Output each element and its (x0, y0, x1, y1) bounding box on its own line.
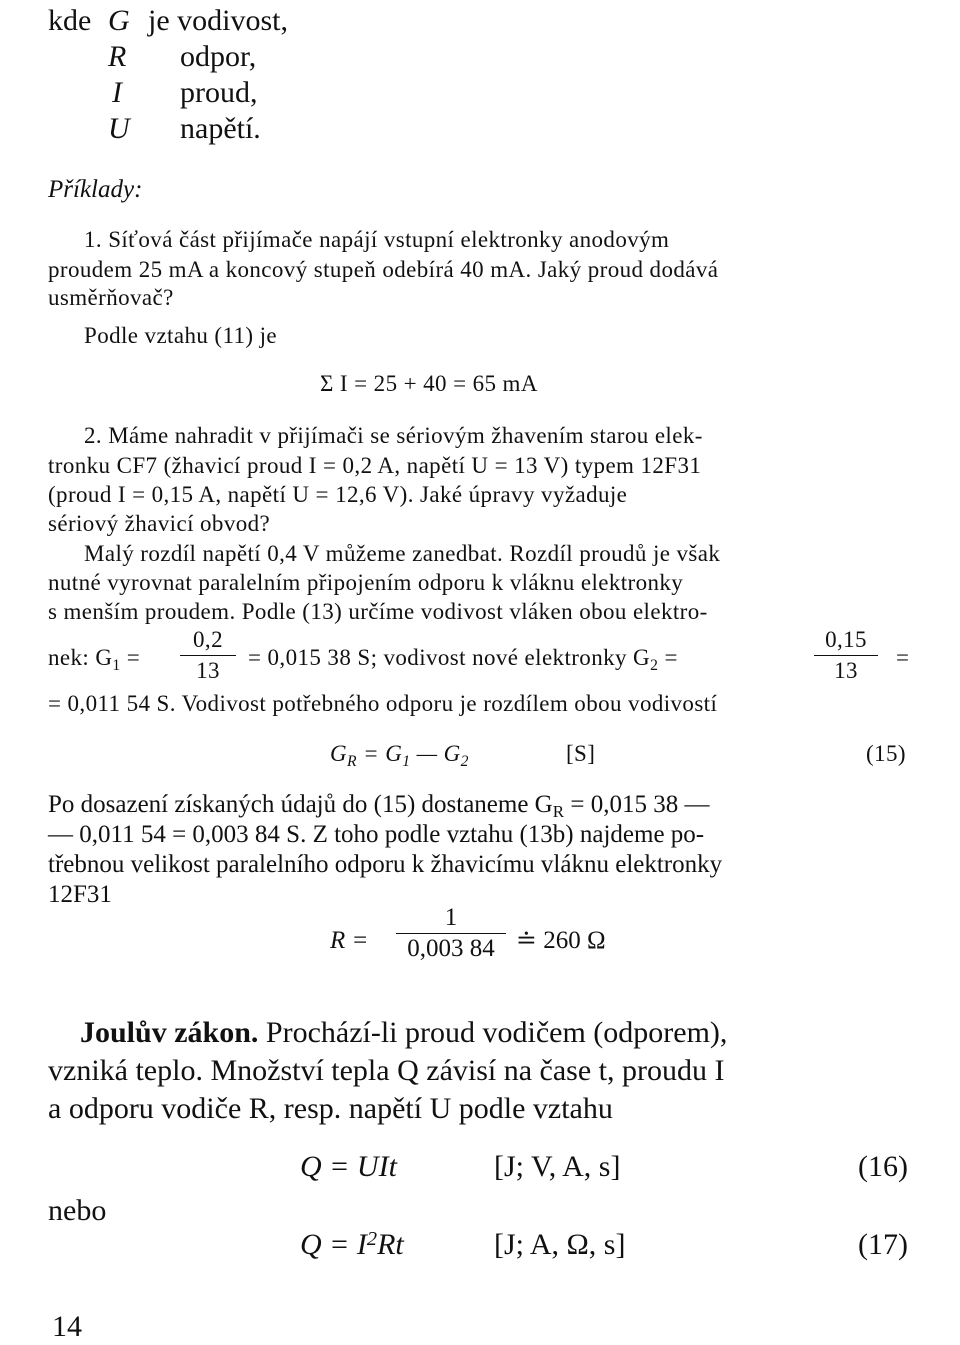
ex2-line1: 2. Máme nahradit v přijímači se sériovým žhavením starou elek- (84, 423, 703, 448)
nek-sub2: 2 (650, 656, 659, 674)
f15-g: G (330, 741, 348, 766)
frac2-numerator: 0,15 (825, 627, 867, 652)
formula-17-units: [J; A, Ω, s] (494, 1228, 626, 1261)
examples-heading: Příklady: (48, 176, 143, 203)
formula-16: Q = UIt (300, 1150, 397, 1183)
formula-15-number: (15) (866, 741, 906, 766)
formula-16-units: [J; V, A, s] (494, 1150, 621, 1183)
def-g-text: je vodivost, (148, 4, 288, 37)
fraction-r (396, 904, 506, 963)
fracr-numerator: 1 (444, 904, 458, 931)
ex2-line5: Malý rozdíl napětí 0,4 V můžeme zanedbat. Rozdíl proudů je však (84, 541, 721, 566)
def-u-symbol: U (108, 112, 130, 145)
ex2-line7: s menším proudem. Podle (13) určíme vodivost vláken obou elektro- (48, 599, 708, 624)
big-line1-end: = 0,015 38 — (564, 791, 710, 818)
nek-end: = (896, 645, 910, 670)
f15-dash: — G (410, 741, 461, 766)
f15-sub-1: 1 (402, 752, 411, 770)
big-line1 (48, 790, 709, 822)
big-line1-sub: R (552, 802, 565, 822)
big-line3: třebnou velikost paralelního odporu k žhavicímu vláknu elektronky (48, 851, 723, 878)
big-line4: 12F31 (48, 881, 112, 908)
def-g-symbol: G (108, 4, 130, 37)
frac2-bar (814, 655, 878, 656)
formula-17-number: (17) (858, 1228, 908, 1261)
def-i-symbol: I (112, 76, 122, 109)
ex1-line2: proudem 25 mA a koncový stupeň odebírá 40 mA. Jaký proud dodává (48, 257, 719, 282)
frac2-denominator: 13 (834, 658, 858, 683)
def-r-text: odpor, (180, 40, 257, 73)
nek-mid: = 0,015 38 S; vodivost nové elektronky G (248, 645, 651, 670)
f17-a: Q = I (300, 1228, 367, 1261)
f15-mid: = G (356, 741, 403, 766)
formula-15 (330, 740, 469, 771)
fraction-g2 (814, 626, 878, 685)
fraction-g1 (180, 626, 236, 685)
def-u-text: napětí. (180, 112, 261, 145)
frac1-numerator: 0,2 (193, 627, 223, 652)
r-lhs: R = (330, 927, 369, 954)
f15-sub-r: R (347, 752, 357, 770)
big-line2: — 0,011 54 = 0,003 84 S. Z toho podle vztahu (13b) najdeme po- (48, 821, 705, 848)
r-rhs: ≐ 260 Ω (516, 927, 606, 954)
fracr-denominator: 0,003 84 (407, 935, 495, 962)
page-number: 14 (52, 1310, 82, 1343)
f17-b: Rt (377, 1228, 404, 1261)
joule-line3: a odporu vodiče R, resp. napětí U podle vztahu (48, 1092, 613, 1125)
fracr-bar (396, 933, 506, 934)
or-word: nebo (48, 1194, 107, 1227)
joule-title: Joulův zákon. (80, 1016, 259, 1049)
nek-prefix: nek: G (48, 645, 113, 670)
nek-eq1: = (126, 645, 141, 670)
frac1-denominator: 13 (196, 658, 220, 683)
ex1-formula: Σ I = 25 + 40 = 65 mA (320, 371, 538, 396)
ex2-line4: sériový žhavicí obvod? (48, 511, 271, 536)
big-line1-text: Po dosazení získaných údajů do (15) dostaneme G (48, 791, 553, 818)
def-prefix: kde (48, 4, 92, 37)
def-i-text: proud, (180, 76, 258, 109)
frac1-bar (180, 655, 236, 656)
joule-line1-rest: Prochází-li proud vodičem (odporem), (258, 1016, 728, 1049)
nek-eq2: = (664, 645, 678, 670)
f17-sup: 2 (366, 1227, 378, 1250)
def-r-symbol: R (108, 40, 127, 73)
joule-line2: vzniká teplo. Množství tepla Q závisí na čase t, proudu I (48, 1054, 725, 1087)
f15-sub-2: 2 (460, 752, 469, 770)
ex1-line3: usměrňovač? (48, 285, 174, 310)
ex2-line2: tronku CF7 (žhavicí proud I = 0,2 A, napětí U = 13 V) typem 12F31 (48, 453, 702, 478)
ex1-line4: Podle vztahu (11) je (84, 323, 278, 348)
joule-line1 (80, 1016, 727, 1050)
ex2-nek-mid (248, 644, 678, 675)
ex2-nek-line (48, 644, 140, 675)
formula-17 (300, 1228, 404, 1265)
ex2-line6: nutné vyrovnat paralelním připojením odporu k vláknu elektronky (48, 570, 684, 595)
formula-15-unit: [S] (566, 741, 596, 766)
ex1-line1: 1. Síťová část přijímače napájí vstupní elektronky anodovým (84, 227, 670, 252)
ex2-line3: (proud I = 0,15 A, napětí U = 12,6 V). Jaké úpravy vyžaduje (48, 482, 628, 507)
nek-sub1: 1 (112, 656, 121, 674)
ex2-line9: = 0,011 54 S. Vodivost potřebného odporu je rozdílem obou vodivostí (48, 691, 718, 716)
formula-16-number: (16) (858, 1150, 908, 1183)
